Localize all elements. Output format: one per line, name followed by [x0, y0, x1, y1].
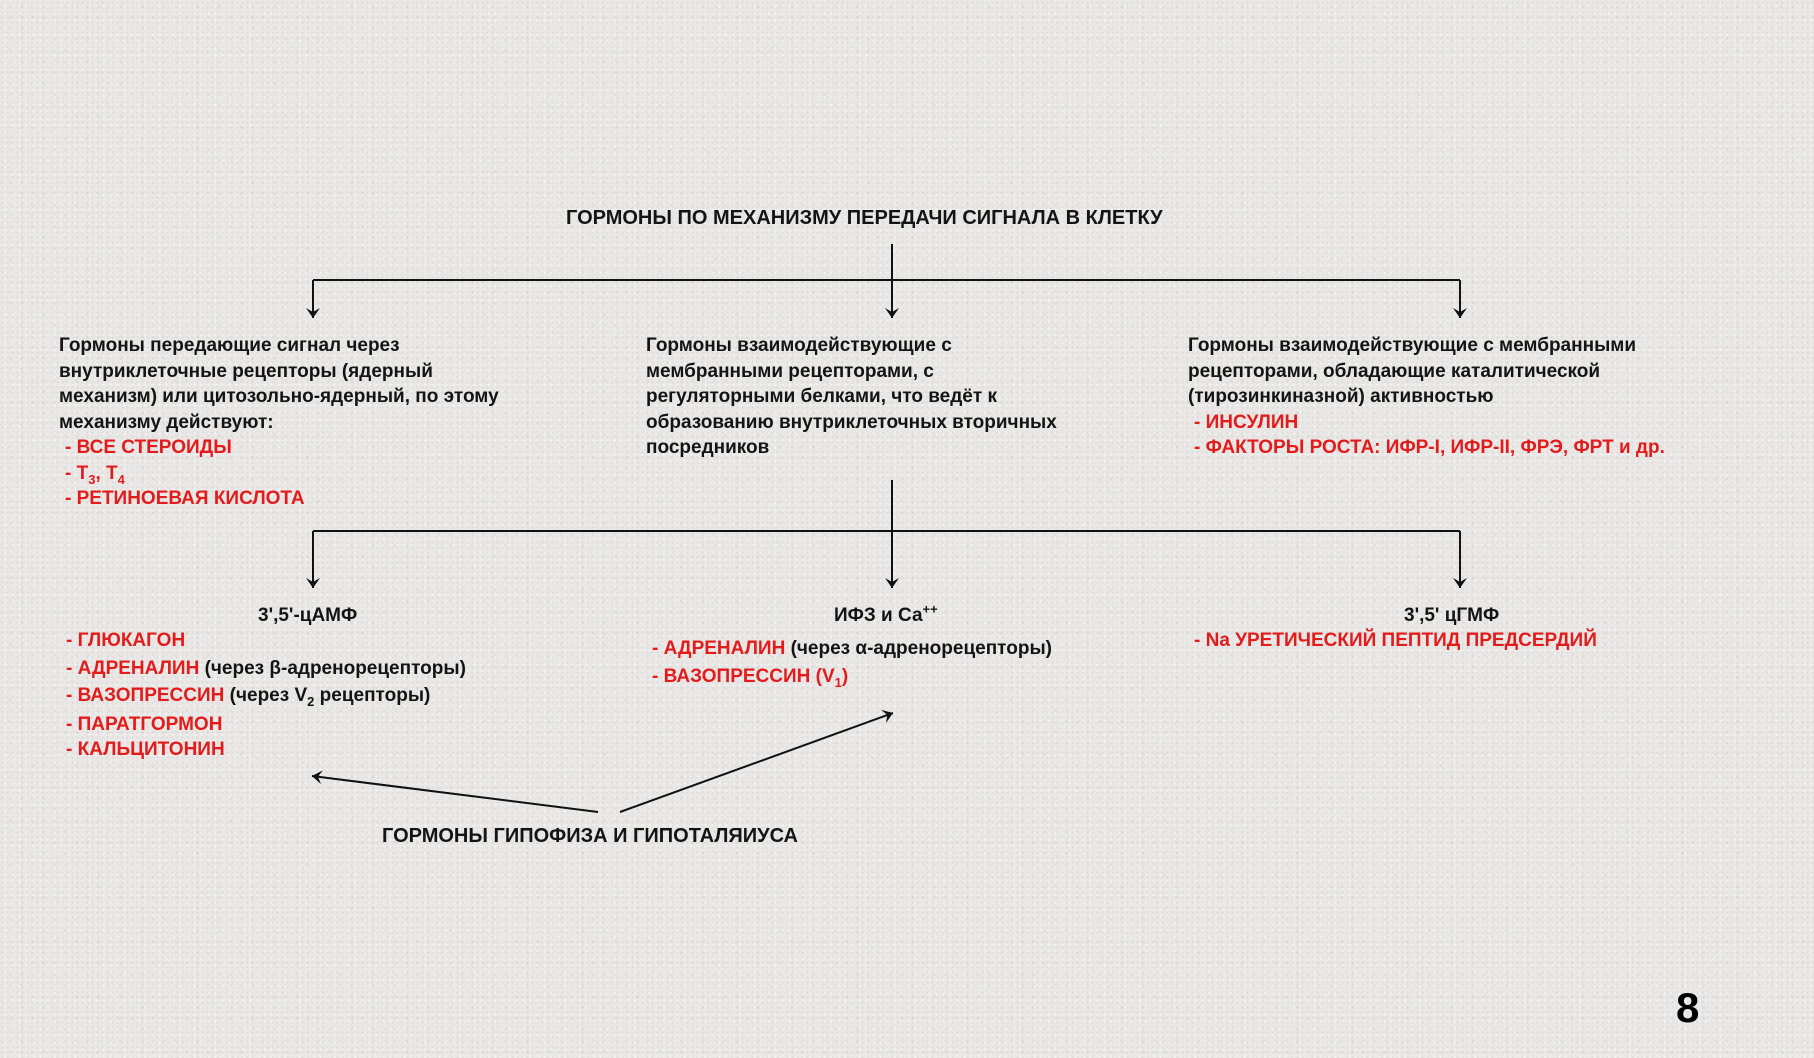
list-item-glucagon: - ГЛЮКАГОН	[66, 630, 186, 651]
list-item-adrenaline-beta: - АДРЕНАЛИН (через β-адренорецепторы)	[66, 657, 466, 679]
list-item-growth-factors: - ФАКТОРЫ РОСТА: ИФР-I, ИФР-II, ФРЭ, ФРТ и др.	[1194, 437, 1665, 458]
list-item-insulin: - ИНСУЛИН	[1194, 411, 1299, 433]
list-item-steroids: - ВСЕ СТЕРОИДЫ	[65, 437, 232, 458]
camp-list	[66, 628, 466, 763]
text-line: образованию внутриклеточных вторичных	[646, 411, 1057, 433]
pituitary-to-camp-arrow	[312, 776, 598, 812]
diagram-title: ГОРМОНЫ ПО МЕХАНИЗМУ ПЕРЕДАЧИ СИГНАЛА В КЛЕТКУ	[566, 207, 1163, 229]
list-item-vasopressin-v1: - ВАЗОПРЕССИН $(V_1)$	[652, 665, 849, 690]
text-line: механизм) или цитозольно-ядерный, по этому	[59, 386, 499, 407]
text-line: механизму действуют:	[59, 411, 274, 433]
cgmp-header: 3',5' цГМФ	[1404, 605, 1500, 626]
list-item-natriuretic-peptide: - Na УРЕТИЧЕСКИЙ ПЕПТИД ПРЕДСЕРДИЙ	[1194, 630, 1597, 651]
tyrosine-kinase-block	[1188, 333, 1665, 461]
list-item-vasopressin-v2: - ВАЗОПРЕССИН (через $V_2$ рецепторы)	[66, 685, 431, 709]
list-item-t3-t4: - $Т_3$, $Т_4$	[65, 462, 125, 487]
ip3-list	[652, 636, 1052, 689]
text-line: Гормоны взаимодействующие с	[646, 335, 952, 356]
intracellular-receptors-block	[59, 333, 499, 512]
text-line: посредников	[646, 437, 770, 458]
membrane-second-messenger-block	[646, 333, 1057, 461]
text-line: регуляторными белками, что ведёт к	[646, 386, 997, 407]
cgmp-list	[1194, 628, 1597, 654]
text-line: мембранными рецепторами, с	[646, 360, 934, 382]
pituitary-hypothalamus-label: ГОРМОНЫ ГИПОФИЗА И ГИПОТАЛЯИУСА	[382, 825, 798, 847]
text-line: Гормоны взаимодействующие с мембранными	[1188, 335, 1637, 356]
pituitary-to-ip3-arrow	[620, 713, 893, 812]
list-item-calcitonin: - КАЛЬЦИТОНИН	[66, 739, 225, 760]
list-item-adrenaline-alpha: - АДРЕНАЛИН (через α-адренорецепторы)	[652, 638, 1053, 659]
text-line: Гормоны передающие сигнал через	[59, 335, 400, 356]
list-item-parathormone: - ПАРАТГОРМОН	[66, 713, 223, 735]
text-line: (тирозинкиназной) активностью	[1188, 386, 1494, 407]
camp-header: 3',5'-цАМФ	[258, 605, 358, 626]
list-item-retinoic-acid: - РЕТИНОЕВАЯ КИСЛОТА	[65, 488, 305, 509]
text-line: рецепторами, обладающие каталитической	[1188, 360, 1601, 382]
text-line: внутриклеточные рецепторы (ядерный	[59, 360, 433, 382]
ip3-ca-header: ИФЗ и Са++	[834, 601, 938, 626]
page-number: 8	[1676, 984, 1700, 1031]
